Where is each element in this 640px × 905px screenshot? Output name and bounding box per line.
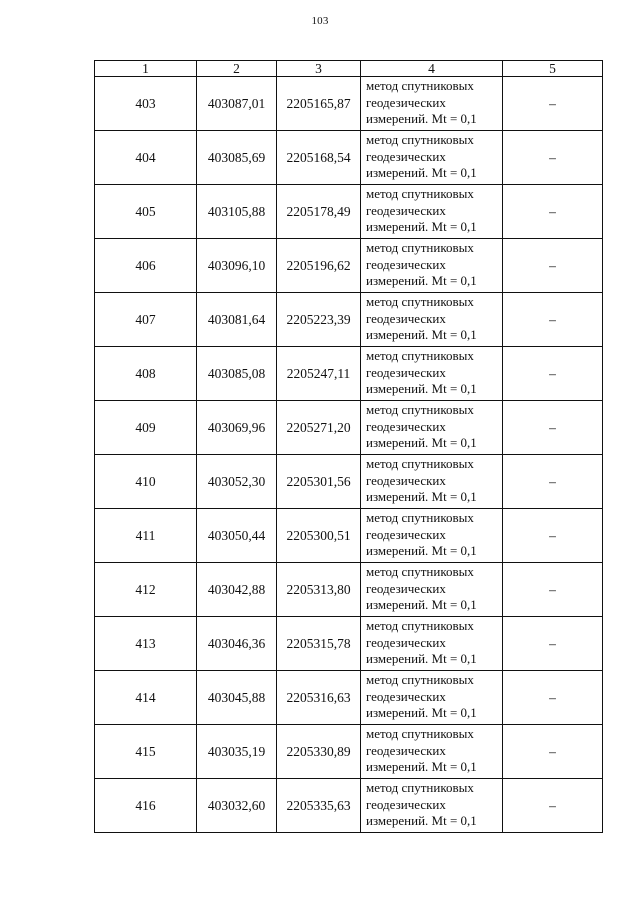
note-cell: – bbox=[503, 347, 603, 401]
column-header-4: 4 bbox=[361, 61, 503, 77]
method-text-line: метод спутниковых bbox=[366, 402, 474, 417]
point-number-cell: 412 bbox=[95, 563, 197, 617]
point-number-cell: 415 bbox=[95, 725, 197, 779]
y-coordinate-cell: 2205196,62 bbox=[277, 239, 361, 293]
table-row bbox=[95, 563, 603, 617]
method-text-line: измерений. Mt = 0,1 bbox=[366, 165, 477, 180]
x-coordinate-cell: 403085,69 bbox=[197, 131, 277, 185]
y-coordinate-cell: 2205313,80 bbox=[277, 563, 361, 617]
method-text-line: геодезических bbox=[366, 418, 446, 434]
y-coordinate-cell: 2205247,11 bbox=[277, 347, 361, 401]
method-cell bbox=[361, 347, 503, 401]
method-cell bbox=[361, 779, 503, 833]
table-row bbox=[95, 347, 603, 401]
note-cell: – bbox=[503, 239, 603, 293]
method-text-line: измерений. Mt = 0,1 bbox=[366, 813, 477, 828]
x-coordinate-cell: 403069,96 bbox=[197, 401, 277, 455]
point-number-cell: 407 bbox=[95, 293, 197, 347]
method-text-line: измерений. Mt = 0,1 bbox=[366, 219, 477, 234]
method-text-line: метод спутниковых bbox=[366, 132, 474, 147]
method-text-line: геодезических bbox=[366, 148, 446, 164]
method-text-line: метод спутниковых bbox=[366, 564, 474, 579]
y-coordinate-cell: 2205168,54 bbox=[277, 131, 361, 185]
method-text-line: измерений. Mt = 0,1 bbox=[366, 273, 477, 288]
y-coordinate-cell: 2205271,20 bbox=[277, 401, 361, 455]
x-coordinate-cell: 403035,19 bbox=[197, 725, 277, 779]
method-text-line: метод спутниковых bbox=[366, 294, 474, 309]
method-text-line: измерений. Mt = 0,1 bbox=[366, 111, 477, 126]
method-text-line: геодезических bbox=[366, 202, 446, 218]
method-text-line: метод спутниковых bbox=[366, 78, 474, 93]
method-text-line: измерений. Mt = 0,1 bbox=[366, 651, 477, 666]
table-row bbox=[95, 509, 603, 563]
table-row bbox=[95, 617, 603, 671]
y-coordinate-cell: 2205223,39 bbox=[277, 293, 361, 347]
method-cell bbox=[361, 671, 503, 725]
x-coordinate-cell: 403050,44 bbox=[197, 509, 277, 563]
x-coordinate-cell: 403081,64 bbox=[197, 293, 277, 347]
method-text-line: метод спутниковых bbox=[366, 186, 474, 201]
table-row bbox=[95, 239, 603, 293]
x-coordinate-cell: 403085,08 bbox=[197, 347, 277, 401]
table-row bbox=[95, 293, 603, 347]
coordinates-table bbox=[94, 60, 603, 833]
y-coordinate-cell: 2205178,49 bbox=[277, 185, 361, 239]
note-cell: – bbox=[503, 509, 603, 563]
method-text-line: геодезических bbox=[366, 364, 446, 380]
point-number-cell: 410 bbox=[95, 455, 197, 509]
method-text-line: измерений. Mt = 0,1 bbox=[366, 381, 477, 396]
method-text-line: геодезических bbox=[366, 634, 446, 650]
method-cell bbox=[361, 509, 503, 563]
page-number: 103 bbox=[311, 15, 329, 27]
table-body bbox=[95, 77, 603, 833]
method-cell bbox=[361, 563, 503, 617]
point-number-cell: 414 bbox=[95, 671, 197, 725]
point-number-cell: 416 bbox=[95, 779, 197, 833]
method-text-line: метод спутниковых bbox=[366, 240, 474, 255]
y-coordinate-cell: 2205335,63 bbox=[277, 779, 361, 833]
point-number-cell: 406 bbox=[95, 239, 197, 293]
method-text-line: метод спутниковых bbox=[366, 510, 474, 525]
method-text-line: измерений. Mt = 0,1 bbox=[366, 705, 477, 720]
x-coordinate-cell: 403045,88 bbox=[197, 671, 277, 725]
method-cell bbox=[361, 455, 503, 509]
x-coordinate-cell: 403087,01 bbox=[197, 77, 277, 131]
table-row bbox=[95, 401, 603, 455]
y-coordinate-cell: 2205165,87 bbox=[277, 77, 361, 131]
note-cell: – bbox=[503, 563, 603, 617]
table-row bbox=[95, 779, 603, 833]
method-text-line: метод спутниковых bbox=[366, 780, 474, 795]
method-text-line: геодезических bbox=[366, 688, 446, 704]
point-number-cell: 411 bbox=[95, 509, 197, 563]
note-cell: – bbox=[503, 293, 603, 347]
method-text-line: измерений. Mt = 0,1 bbox=[366, 327, 477, 342]
note-cell: – bbox=[503, 131, 603, 185]
note-cell: – bbox=[503, 401, 603, 455]
method-cell bbox=[361, 293, 503, 347]
method-text-line: геодезических bbox=[366, 310, 446, 326]
point-number-cell: 405 bbox=[95, 185, 197, 239]
method-text-line: измерений. Mt = 0,1 bbox=[366, 759, 477, 774]
method-text-line: измерений. Mt = 0,1 bbox=[366, 543, 477, 558]
method-text-line: геодезических bbox=[366, 256, 446, 272]
method-text-line: метод спутниковых bbox=[366, 456, 474, 471]
method-text-line: геодезических bbox=[366, 742, 446, 758]
point-number-cell: 408 bbox=[95, 347, 197, 401]
method-cell bbox=[361, 725, 503, 779]
note-cell: – bbox=[503, 617, 603, 671]
method-text-line: геодезических bbox=[366, 526, 446, 542]
method-cell bbox=[361, 131, 503, 185]
column-header-1: 1 bbox=[95, 61, 197, 77]
table-row bbox=[95, 671, 603, 725]
method-cell bbox=[361, 401, 503, 455]
table-row bbox=[95, 131, 603, 185]
method-text-line: геодезических bbox=[366, 472, 446, 488]
x-coordinate-cell: 403032,60 bbox=[197, 779, 277, 833]
y-coordinate-cell: 2205330,89 bbox=[277, 725, 361, 779]
note-cell: – bbox=[503, 77, 603, 131]
y-coordinate-cell: 2205301,56 bbox=[277, 455, 361, 509]
column-header-2: 2 bbox=[197, 61, 277, 77]
method-text-line: метод спутниковых bbox=[366, 726, 474, 741]
note-cell: – bbox=[503, 779, 603, 833]
x-coordinate-cell: 403105,88 bbox=[197, 185, 277, 239]
note-cell: – bbox=[503, 455, 603, 509]
table-row bbox=[95, 77, 603, 131]
method-cell bbox=[361, 239, 503, 293]
method-text-line: измерений. Mt = 0,1 bbox=[366, 489, 477, 504]
method-text-line: измерений. Mt = 0,1 bbox=[366, 435, 477, 450]
method-text-line: метод спутниковых bbox=[366, 672, 474, 687]
table-row bbox=[95, 455, 603, 509]
column-header-5: 5 bbox=[503, 61, 603, 77]
note-cell: – bbox=[503, 725, 603, 779]
y-coordinate-cell: 2205315,78 bbox=[277, 617, 361, 671]
point-number-cell: 403 bbox=[95, 77, 197, 131]
y-coordinate-cell: 2205300,51 bbox=[277, 509, 361, 563]
table-header-row bbox=[95, 61, 603, 77]
x-coordinate-cell: 403052,30 bbox=[197, 455, 277, 509]
method-cell bbox=[361, 185, 503, 239]
method-text-line: метод спутниковых bbox=[366, 348, 474, 363]
method-cell bbox=[361, 617, 503, 671]
method-text-line: геодезических bbox=[366, 580, 446, 596]
table-row bbox=[95, 725, 603, 779]
note-cell: – bbox=[503, 185, 603, 239]
note-cell: – bbox=[503, 671, 603, 725]
x-coordinate-cell: 403096,10 bbox=[197, 239, 277, 293]
point-number-cell: 409 bbox=[95, 401, 197, 455]
x-coordinate-cell: 403042,88 bbox=[197, 563, 277, 617]
table-row bbox=[95, 185, 603, 239]
point-number-cell: 413 bbox=[95, 617, 197, 671]
y-coordinate-cell: 2205316,63 bbox=[277, 671, 361, 725]
x-coordinate-cell: 403046,36 bbox=[197, 617, 277, 671]
method-cell bbox=[361, 77, 503, 131]
column-header-3: 3 bbox=[277, 61, 361, 77]
method-text-line: геодезических bbox=[366, 796, 446, 812]
method-text-line: измерений. Mt = 0,1 bbox=[366, 597, 477, 612]
method-text-line: метод спутниковых bbox=[366, 618, 474, 633]
method-text-line: геодезических bbox=[366, 94, 446, 110]
point-number-cell: 404 bbox=[95, 131, 197, 185]
